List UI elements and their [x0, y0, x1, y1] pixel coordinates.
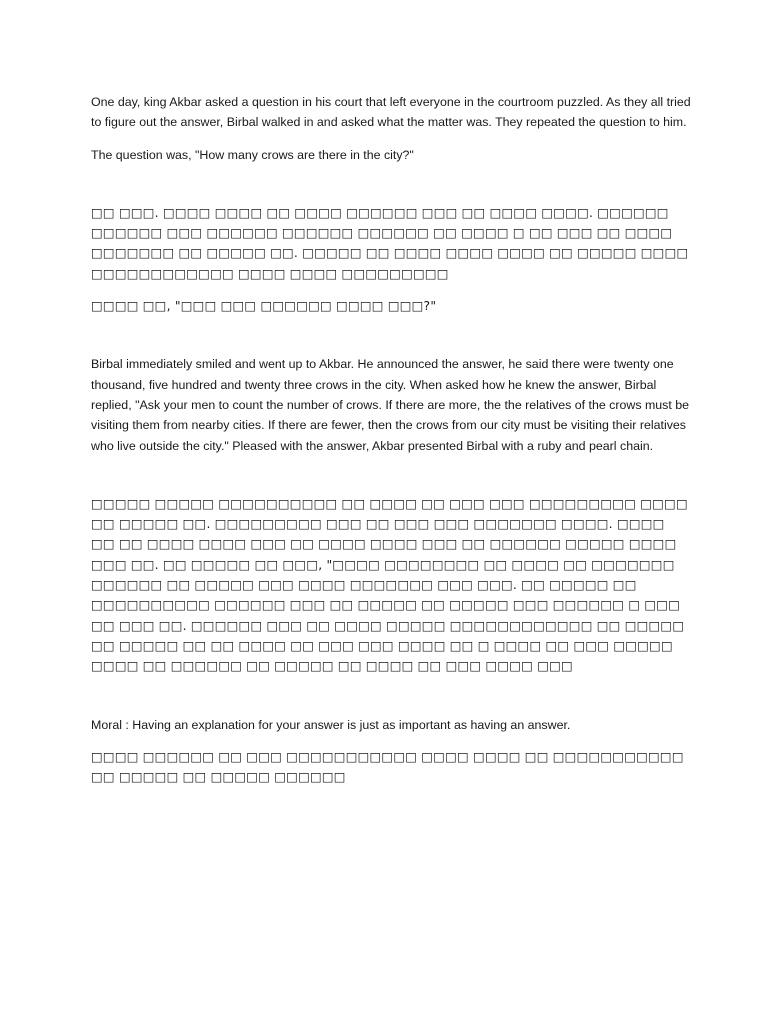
paragraph-intro: One day, king Akbar asked a question in his court that left everyone in the courtroom puzzled. As they all tried to figure out the answer, Birbal walked in and asked what the matter was. They repeated the question to him. — [91, 95, 691, 130]
paragraph-answer: Birbal immediately smiled and went up to Akbar. He announced the answer, he said there were twenty one thousand, five hundred and twenty three crows in the city. When asked how he knew the answer, Birbal replied, "Ask your men to count the number of crows. If there are more, the the relatives of the crows must be visiting them from nearby cities. If there are fewer, then the crows from our city must be visiting their relatives who live outside the city." Pleased with the answer, Akbar presented Birbal with a ruby and pearl chain. — [91, 357, 690, 453]
paragraph-question: The question was, "How many crows are there in the city?" — [91, 147, 414, 162]
paragraph-moral: Moral : Having an explanation for your answer is just as important as having an answer. — [91, 717, 571, 732]
paragraph-question-translation: □□□□ □□, "□□□ □□□ □□□□□□ □□□□ □□□?" — [91, 298, 437, 314]
paragraph-intro-translation: □□ □□□. □□□□ □□□□ □□ □□□□ □□□□□□ □□□ □□ □□□□ □□□□. □□□□□□ □□□□□□ □□□ □□□□□□ □□□□□□ □□□□□□ □□ □□□□ □ □□ □□□ □□ □□□□ □□□□□□□ □□ □□□□□ □□. □□□□□ □□ □□□□ □□□□ □□□□ □□ □□□□□ □□□□ □□□□□□□□□□□□ □□□□ □□□□ □□□□□□□□□ — [91, 204, 689, 281]
document-page — [91, 92, 691, 787]
paragraph-answer-translation: □□□□□ □□□□□ □□□□□□□□□□ □□ □□□□ □□ □□□ □□□ □□□□□□□□□ □□□□ □□ □□□□□ □□. □□□□□□□□□ □□□ □□ □□□ □□□ □□□□□□□ □□□□. □□□□ □□ □□ □□□□ □□□□ □□□ □□ □□□□ □□□□ □□□ □□ □□□□□□ □□□□□ □□□□ □□□ □□. □□ □□□□□ □□ □□□, "□□□□ □□□□□□□□ □□ □□□□ □□ □□□□□□□ □□□□□□ □□ □□□□□ □□□ □□□□ □□□□□□□ □□□ □□□. □□ □□□□□ □□ □□□□□□□□□□ □□□□□□ □□□ □□ □□□□□ □□ □□□□□ □□□ □□□□□□ □ □□□ □□ □□□ □□. □□□□□□ □□□ □□ □□□□ □□□□□ □□□□□□□□□□□□ □□ □□□□□ □□ □□□□□ □□ □□ □□□□ □□ □□□ □□□ □□□□ □□ □ □□□□ □□ □□□ □□□□□ □□□□ □□ □□□□□□ □□ □□□□□ □□ □□□□ □□ □□□ □□□□ □□□ — [91, 495, 688, 674]
paragraph-moral-translation: □□□□ □□□□□□ □□ □□□ □□□□□□□□□□□ □□□□ □□□□ □□ □□□□□□□□□□□ □□ □□□□□ □□ □□□□□ □□□□□□ — [91, 748, 684, 785]
